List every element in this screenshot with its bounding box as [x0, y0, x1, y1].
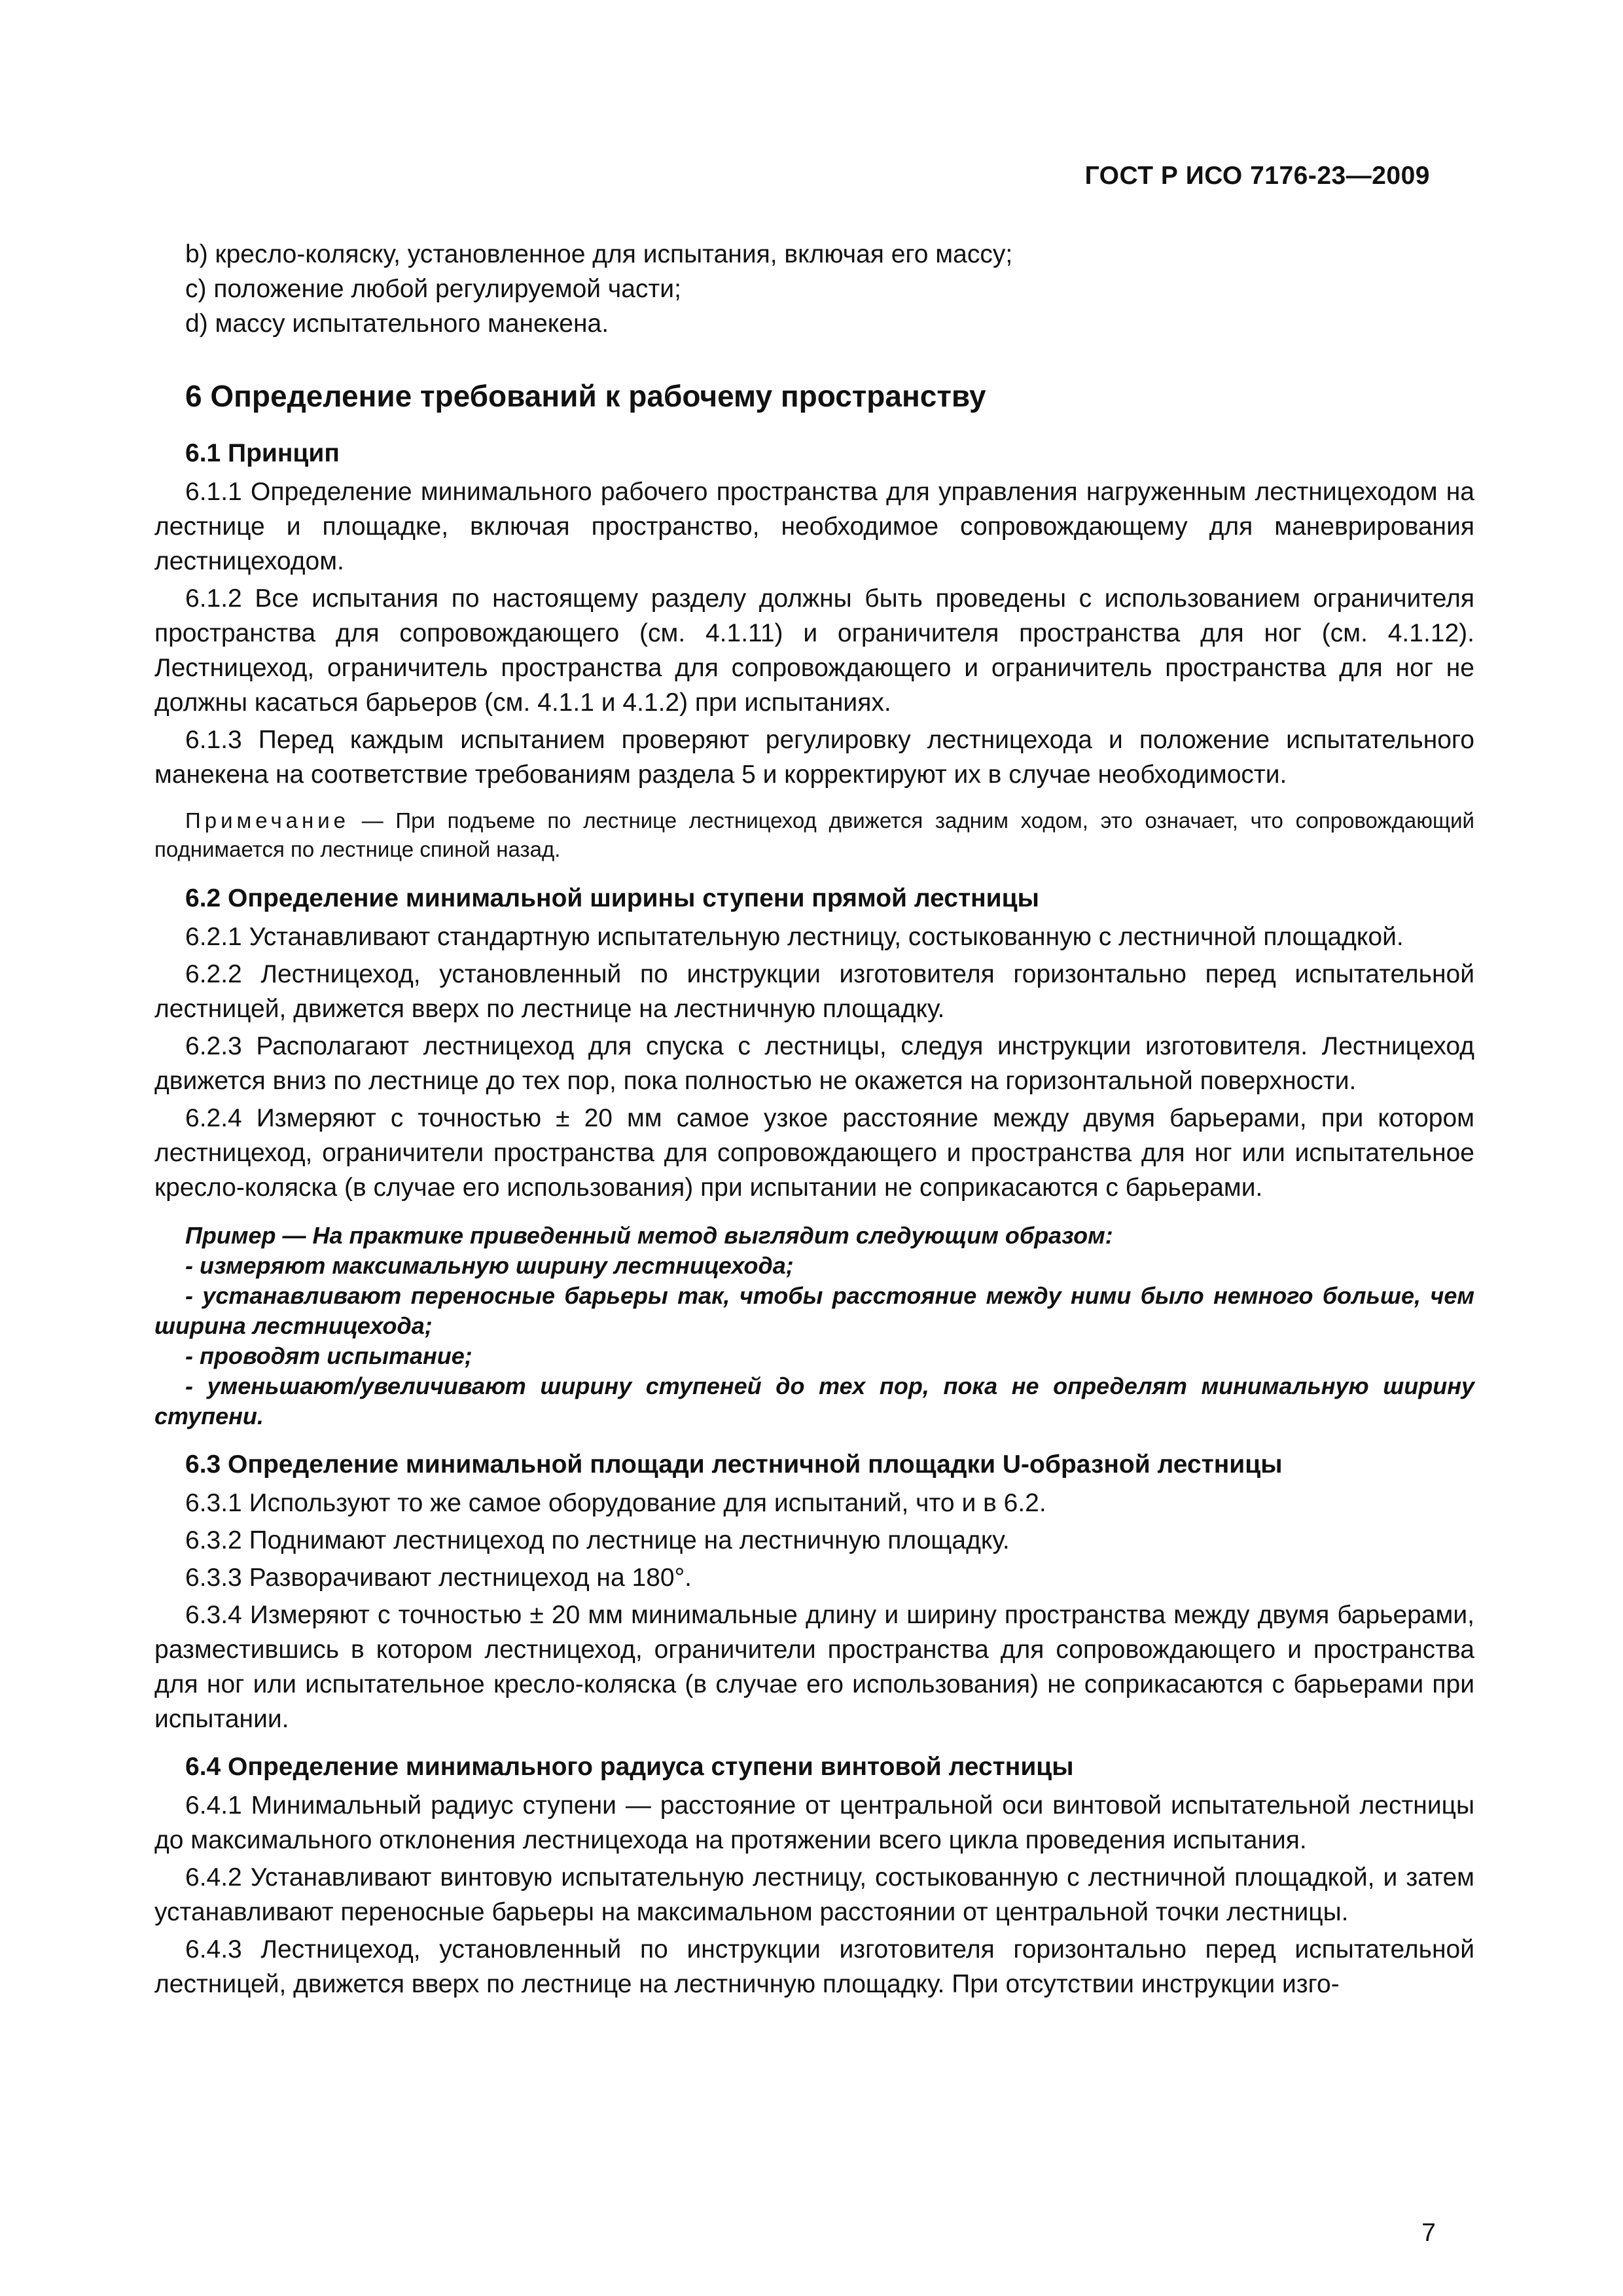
paragraph-6-3-2: 6.3.2 Поднимают лестницеход по лестнице на лестничную площадку. [185, 1526, 1010, 1554]
paragraph-6-4-2: 6.4.2 Устанавливают винтовую испытательную лестницу, состыкованную с лестничной площадкой, и затем устанавливают переносные барьеры на максимальном расстоянии от центральной точки лестницы. [154, 1863, 1474, 1926]
section-6-4-title: 6.4 Определение минимального радиуса ступени винтовой лестницы [185, 1753, 1074, 1781]
list-item: d) массу испытательного манекена. [185, 310, 609, 338]
paragraph-6-3-1: 6.3.1 Используют то же самое оборудование для испытаний, что и в 6.2. [185, 1489, 1046, 1517]
section-6-title: 6 Определение требований к рабочему пространству [185, 379, 986, 413]
paragraph-6-2-3: 6.2.3 Располагают лестницеход для спуска с лестницы, следуя инструкции изготовителя. Лестницеход движется вниз по лестнице до тех пор, пока полностью не окажется на горизонтальной поверхности. [154, 1032, 1474, 1095]
paragraph-6-4-1: 6.4.1 Минимальный радиус ступени — расстояние от центральной оси винтовой испытательной лестницы до максимального отклонения лестницехода на протяжении всего цикла проведения испытания. [154, 1791, 1474, 1854]
paragraph-6-2-2: 6.2.2 Лестницеход, установленный по инструкции изготовителя горизонтально перед испытательной лестницей, движется вверх по лестнице на лестничную площадку. [154, 960, 1474, 1023]
note [154, 806, 1474, 864]
note-text: — При подъеме по лестнице лестницеход движется задним ходом, это означает, что сопровождающий поднимается по лестнице спиной назад. [154, 808, 1474, 861]
paragraph-6-2-4: 6.2.4 Измеряют с точностью ± 20 мм самое узкое расстояние между двумя барьерами, при котором лестницеход, ограничители пространства для сопровождающего и пространства для ног или испытательное кресло-коляска (в случае его использования) при испытании не соприкасаются с барьерами. [154, 1104, 1474, 1202]
paragraph-6-2-1: 6.2.1 Устанавливают стандартную испытательную лестницу, состыкованную с лестничной площадкой. [185, 923, 1404, 951]
note-label: Примечание [185, 808, 350, 833]
paragraph-6-1-1: 6.1.1 Определение минимального рабочего пространства для управления нагруженным лестницеходом на лестнице и площадке, включая пространство, необходимое сопровождающему для маневрирования лестницеходом. [154, 478, 1474, 575]
requirements-list [154, 237, 1474, 341]
section-6-3-title: 6.3 Определение минимальной площади лестничной площадки U-образной лестницы [185, 1450, 1283, 1479]
example-line: - проводят испытание; [185, 1342, 473, 1369]
paragraph-6-3-4: 6.3.4 Измеряют с точностью ± 20 мм минимальные длину и ширину пространства между двумя барьерами, разместившись в котором лестницеход, ограничители пространства для сопровождающего и пространства для ног или испытательное кресло-коляска (в случае его использования) не соприкасаются с барьерами при испытании. [154, 1601, 1474, 1733]
list-item: c) положение любой регулируемой части; [185, 275, 681, 303]
paragraph-6-4-3: 6.4.3 Лестницеход, установленный по инструкции изготовителя горизонтально перед испытательной лестницей, движется вверх по лестнице на лестничную площадку. При отсутствии инструкции изго- [154, 1935, 1474, 1998]
page-content [154, 237, 1474, 2004]
paragraph-6-3-3: 6.3.3 Разворачивают лестницеход на 180°. [185, 1564, 692, 1592]
example-line: - измеряют максимальную ширину лестницехода; [185, 1252, 794, 1279]
section-6-1-title: 6.1 Принцип [185, 439, 340, 467]
document-header: ГОСТ Р ИСО 7176-23—2009 [1084, 162, 1430, 190]
example-block [154, 1221, 1474, 1431]
paragraph-6-1-3: 6.1.3 Перед каждым испытанием проверяют регулировку лестницехода и положение испытательного манекена на соответствие требованиям раздела 5 и корректируют их в случае необходимости. [154, 726, 1474, 789]
list-item: b) кресло-коляску, установленное для испытания, включая его массу; [185, 240, 1013, 268]
example-line: Пример — На практике приведенный метод выглядит следующим образом: [185, 1222, 1113, 1249]
paragraph-6-1-2: 6.1.2 Все испытания по настоящему разделу должны быть проведены с использованием ограничителя пространства для сопровождающего (см. 4.1.11) и ограничителя пространства для ног (см. 4.1.12). Лестницеход, ограничитель пространства для сопровождающего и ограничитель пространства для ног не должны касаться барьеров (см. 4.1.1 и 4.1.2) при испытаниях. [154, 584, 1474, 717]
page-number: 7 [1421, 2219, 1436, 2247]
section-6-2-title: 6.2 Определение минимальной ширины ступени прямой лестницы [185, 884, 1039, 912]
example-line: - устанавливают переносные барьеры так, чтобы расстояние между ними было немного больше, чем ширина лестницехода; [154, 1282, 1474, 1339]
example-line: - уменьшают/увеличивают ширину ступеней до тех пор, пока не определят минимальную ширину ступени. [154, 1372, 1474, 1429]
